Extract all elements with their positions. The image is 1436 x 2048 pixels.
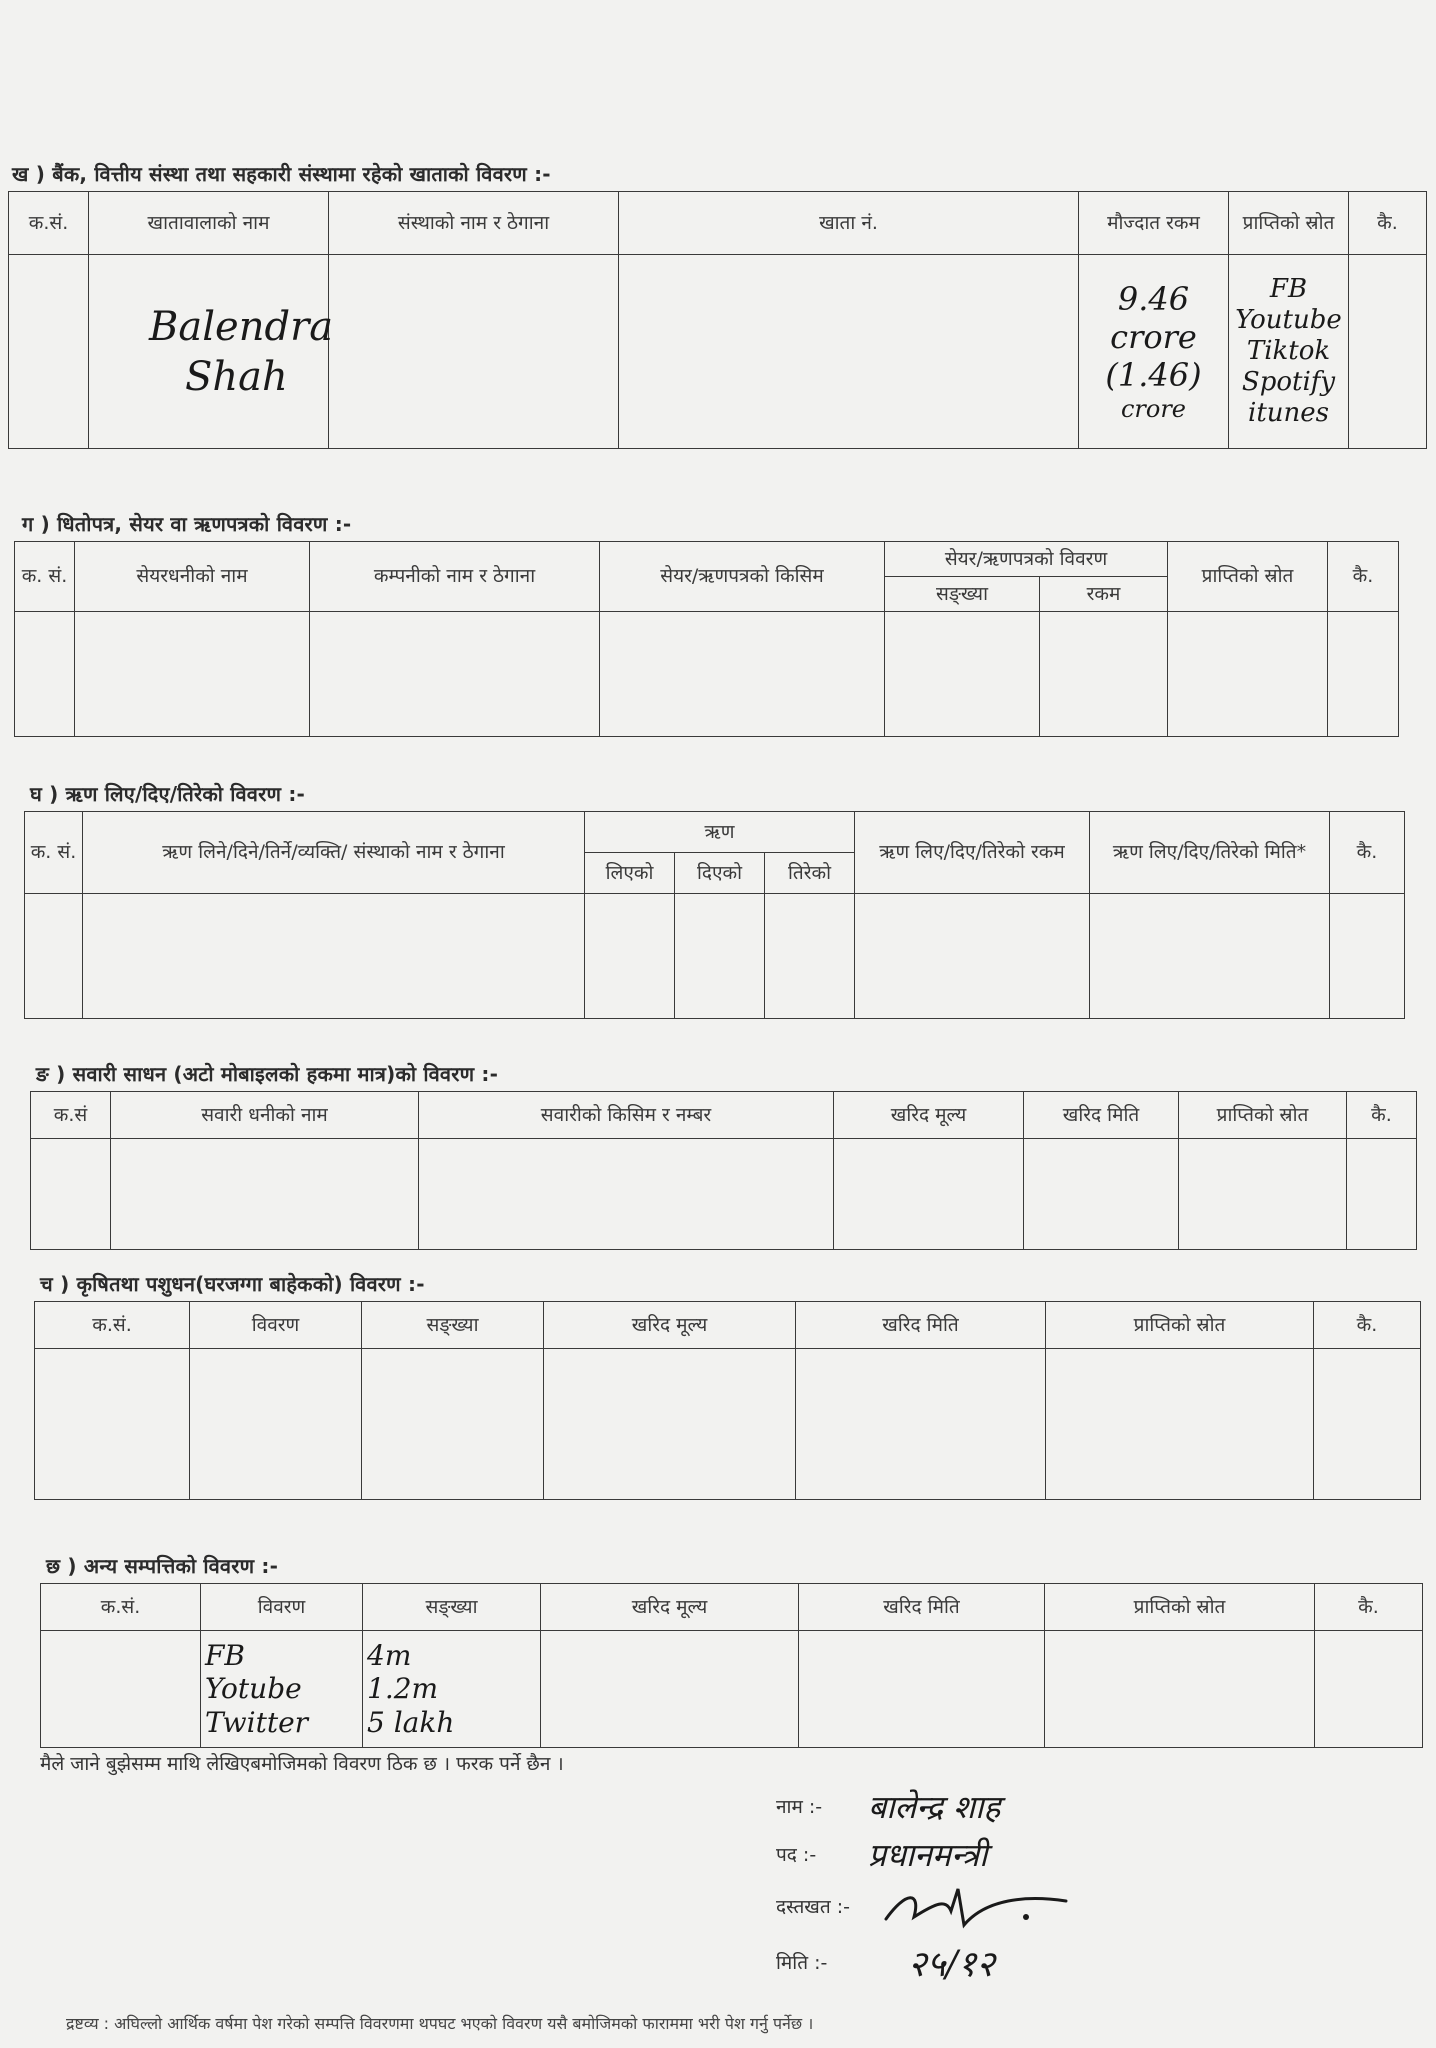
section-vehicles	[30, 1060, 1416, 1250]
name-row	[776, 1782, 1076, 1830]
handwritten-count: 1.2m	[367, 1672, 439, 1706]
subheader-given: दिएको	[675, 853, 765, 894]
handwritten-amount: (1.46)	[1105, 356, 1202, 395]
sign-row	[776, 1878, 1076, 1934]
header-serial: क.सं.	[9, 192, 89, 255]
post-label: पद :-	[776, 1844, 817, 1866]
subheader-paid: तिरेको	[765, 853, 855, 894]
header-remarks: कै.	[1328, 542, 1399, 612]
handwritten-amount: crore	[1110, 317, 1197, 356]
account-number-cell	[619, 255, 1079, 449]
header-remarks: कै.	[1347, 1092, 1417, 1139]
header-account-holder: खातावालाको नाम	[89, 192, 329, 255]
header-serial: क.सं	[31, 1092, 111, 1139]
footnote: द्रष्टव्य : अघिल्लो आर्थिक वर्षमा पेश गरेको सम्पत्ति विवरणमा थपघट भएको विवरण यसै बमोजिमको फाराममा भरी पेश गर्नु पर्नेछ ।	[66, 2014, 814, 2033]
sign-label: दस्तखत :-	[776, 1896, 850, 1918]
section-bank-accounts	[8, 160, 1426, 449]
bank-accounts-table	[8, 191, 1427, 449]
date-label: मिति :-	[776, 1952, 828, 1974]
section-title: च ) कृषितथा पशुधन(घरजग्गा बाहेकको) विवरण :-	[40, 1272, 425, 1296]
section-title: घ ) ऋण लिए/दिए/तिरेको विवरण :-	[30, 782, 306, 806]
balance-cell	[1079, 255, 1229, 449]
header-account-number: खाता नं.	[619, 192, 1079, 255]
table-header-row	[15, 542, 1399, 577]
name-value: बालेन्द्र शाह	[868, 1787, 1001, 1826]
subheader-count: सङ्ख्या	[885, 577, 1040, 612]
table-header-row	[35, 1302, 1421, 1349]
handwritten-amount: 9.46	[1117, 279, 1190, 318]
header-count: सङ्ख्या	[362, 1302, 544, 1349]
header-description: विवरण	[190, 1302, 362, 1349]
serial-cell	[9, 255, 89, 449]
section-title: छ ) अन्य सम्पत्तिको विवरण :-	[46, 1554, 279, 1578]
header-description: विवरण	[201, 1584, 363, 1631]
header-purchase-price: खरिद मूल्य	[544, 1302, 796, 1349]
header-remarks: कै.	[1314, 1302, 1421, 1349]
handwritten-source: Tiktok	[1246, 335, 1331, 366]
header-count: सङ्ख्या	[363, 1584, 541, 1631]
table-header-row	[9, 192, 1427, 255]
header-serial: क.सं.	[35, 1302, 190, 1349]
header-source: प्राप्तिको स्रोत	[1046, 1302, 1314, 1349]
handwritten-source: FB	[1269, 273, 1308, 304]
handwritten-item: Twitter	[205, 1705, 309, 1739]
header-source: प्राप्तिको स्रोत	[1229, 192, 1349, 255]
header-source: प्राप्तिको स्रोत	[1168, 542, 1328, 612]
header-owner: सवारी धनीको नाम	[111, 1092, 419, 1139]
section-title: ग ) धितोपत्र, सेयर वा ऋणपत्रको विवरण :-	[22, 512, 352, 536]
handwritten-source: Youtube	[1235, 304, 1342, 335]
header-company: कम्पनीको नाम र ठेगाना	[310, 542, 600, 612]
source-cell	[1229, 255, 1349, 449]
handwritten-source: itunes	[1248, 398, 1329, 429]
account-holder-cell	[89, 255, 334, 449]
header-shareholder: सेयरधनीको नाम	[75, 542, 310, 612]
handwritten-count: 4m	[367, 1638, 412, 1672]
name-label: नाम :-	[776, 1796, 823, 1818]
institution-cell	[329, 255, 619, 449]
table-row	[15, 612, 1399, 737]
section-loans	[24, 780, 1404, 1019]
section-securities	[14, 510, 1398, 737]
table-row	[35, 1349, 1421, 1500]
subheader-taken: लिएको	[585, 853, 675, 894]
handwritten-amount: crore	[1120, 394, 1187, 423]
section-title: ङ ) सवारी साधन (अटो मोबाइलको हकमा मात्र)को विवरण :-	[36, 1062, 499, 1086]
header-source: प्राप्तिको स्रोत	[1045, 1584, 1315, 1631]
table-header-row	[31, 1092, 1417, 1139]
header-remarks: कै.	[1330, 812, 1405, 894]
header-purchase-price: खरिद मूल्य	[834, 1092, 1024, 1139]
section-other-assets	[40, 1552, 1422, 1748]
header-remarks: कै.	[1349, 192, 1427, 255]
handwritten-name-line: Shah	[185, 353, 288, 400]
header-serial: क. सं.	[15, 542, 75, 612]
description-cell	[201, 1631, 363, 1748]
header-purchase-date: खरिद मिति	[796, 1302, 1046, 1349]
handwritten-name-line: Balendra	[149, 303, 334, 350]
table-row	[41, 1631, 1423, 1748]
header-security-details: सेयर/ऋणपत्रको विवरण	[885, 542, 1168, 577]
header-purchase-date: खरिद मिति	[799, 1584, 1045, 1631]
date-row	[776, 1934, 1076, 1990]
header-balance: मौज्दात रकम	[1079, 192, 1229, 255]
loans-table	[24, 811, 1405, 1019]
post-value: प्रधानमन्त्री	[868, 1835, 988, 1874]
other-assets-table	[40, 1583, 1423, 1748]
post-row	[776, 1830, 1076, 1878]
table-header-row	[41, 1584, 1423, 1631]
signature-image	[876, 1881, 1076, 1931]
header-source: प्राप्तिको स्रोत	[1179, 1092, 1347, 1139]
header-security-type: सेयर/ऋणपत्रको किसिम	[600, 542, 885, 612]
handwritten-item: Yotube	[205, 1672, 302, 1706]
agriculture-table	[34, 1301, 1421, 1500]
table-row	[25, 894, 1405, 1019]
header-loan-amount: ऋण लिए/दिए/तिरेको रकम	[855, 812, 1090, 894]
table-header-row	[25, 812, 1405, 853]
declaration-text: मैले जाने बुझेसम्म माथि लेखिएबमोजिमको विवरण ठिक छ । फरक पर्ने छैन ।	[40, 1753, 564, 1775]
handwritten-item: FB	[205, 1638, 246, 1672]
securities-table	[14, 541, 1399, 737]
header-serial: क. सं.	[25, 812, 83, 894]
header-institution: संस्थाको नाम र ठेगाना	[329, 192, 619, 255]
header-serial: क.सं.	[41, 1584, 201, 1631]
handwritten-count: 5 lakh	[367, 1705, 455, 1739]
header-remarks: कै.	[1315, 1584, 1423, 1631]
subheader-amount: रकम	[1040, 577, 1168, 612]
signature-block	[776, 1782, 1076, 1990]
header-party: ऋण लिने/दिने/तिर्ने/व्यक्ति/ संस्थाको नाम र ठेगाना	[83, 812, 585, 894]
section-agriculture-livestock	[34, 1270, 1420, 1500]
header-purchase-date: खरिद मिति	[1024, 1092, 1179, 1139]
count-cell	[363, 1631, 541, 1748]
table-row	[31, 1139, 1417, 1250]
header-loan-date: ऋण लिए/दिए/तिरेको मिति*	[1090, 812, 1330, 894]
header-purchase-price: खरिद मूल्य	[541, 1584, 799, 1631]
vehicles-table	[30, 1091, 1417, 1250]
handwritten-source: Spotify	[1241, 367, 1336, 398]
table-row	[9, 255, 1427, 449]
date-value: २५/१२	[908, 1943, 996, 1985]
header-loan: ऋण	[585, 812, 855, 853]
section-title: ख ) बैंक, वित्तीय संस्था तथा सहकारी संस्थामा रहेको खाताको विवरण :-	[12, 162, 551, 186]
remarks-cell	[1349, 255, 1427, 449]
header-vehicle-type: सवारीको किसिम र नम्बर	[419, 1092, 834, 1139]
